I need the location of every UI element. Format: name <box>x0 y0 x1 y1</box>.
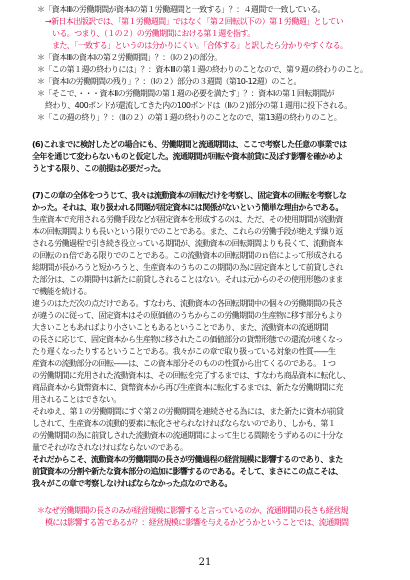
text-line: 終わり、400ポンドが還流してきた内の100ポンドは（Ⅱの２)部分の第１週用に投下される。 <box>45 101 352 110</box>
text-line: (6)これまでに検討したどの場合にも、労働期間と流通期間は、ここで考察した任意の事業では <box>32 140 347 149</box>
text-line: 本の回転期間よりも長いという限りでのことである。また、これらの労働手段が絶えず繰り返 <box>32 227 343 236</box>
text-line: が違うのに従って、固定資本はその原価値のうちからこの労働期間の生産物に移す部分もより <box>32 311 343 320</box>
text-line: それゆえ、第１の労働期間にすぐ第２の労働期間を連続させる為には、また新たに資本が前貸 <box>32 407 344 416</box>
text-line: →新日本出版訳では、「第１労働週間」ではなく「第２回転以下の）第１労働週」としてい <box>45 17 344 26</box>
text-line: たり遅くなったりするということである。我々がこの章で取り扱っている対象の性質——生 <box>32 347 336 356</box>
text-line: (7)この章の全体をつうじて、我々は流動資本の回転だけを考察し、固定資本の回転を考察しな <box>32 191 347 200</box>
text-line: しされて、生産資本の流動的要素に転化させられなければならないのであり、しかも、第１ <box>32 419 336 428</box>
text-line: 違うのはただ次の点だけである。すなわち、流動資本の各回転期間中の個々の労働期間の長さ <box>32 299 343 308</box>
text-line: ＊「資本Ⅰの労働期間の残り」？：（Ⅰの２）部分の３週間（第10-12週）のこと。 <box>37 77 301 86</box>
text-line: ＊「資本Ⅲの労働期間が資本Ⅰの第１労働週間と一致する」？：４週間で一致している。 <box>37 5 325 14</box>
text-line: 大きいこともあればより小さいこともあるということであり、また、流動資本の流通期間 <box>32 323 328 332</box>
text-line: いる。つまり、（１の２）の労働期間における第１週を指す。 <box>52 29 255 38</box>
text-line: で機能を続ける。 <box>32 287 92 296</box>
text-line: また、「一致する」というのは分かりにくい。「合体する」と訳したら分かりやすくなる。 <box>52 41 348 50</box>
text-line: の長さに応じて、固定資本から生産物に移されたこの価値部分の貨幣形態での還流が速くなっ <box>32 335 343 344</box>
text-line: それだからこそ、流動資本の労働期間の長さが労働過程の経営規模に影響するのであり、また <box>32 455 343 464</box>
text-line: 前貸資本の分割や新たな資本部分の追加に影響するのである。そして、まさにこの点こそは、 <box>32 467 343 476</box>
text-line: 模には影響する筈であるが？：経営規模に影響を与えるかどうかということでは、流通期間 <box>45 518 349 527</box>
text-line: ＊なぜ労働期間の長さのみが経営規模に影響すると言っているのか、流通期間の長さも経営規 <box>37 506 348 515</box>
text-line: 生産資本で充用される労働手段などが固定資本を形成するのは、ただ、その使用期間が流動資 <box>32 215 343 224</box>
text-line: ＊「資本Ⅲの資本Ⅰの第２労働期間」？：（Ⅰの２)の部分。 <box>37 53 222 62</box>
text-line: ＊「この週の終り」？：（Ⅱの２）の第１週の終わりのことなので、第13週の終わりのこと。 <box>37 113 342 122</box>
text-line: 商品資本から貨幣資本に、貨幣資本から再び生産資本に転化するまでは、新たな労働期間に充 <box>32 383 343 392</box>
text-line: ＊「そこで、・・・資本Ⅱの労働期間の第１週の必要を満たす」？：資本Ⅰの第１回転期間が <box>37 89 334 98</box>
text-line: 我々がこの章で考察しなければならなかった点なのである。 <box>32 479 232 488</box>
text-line: うとする限り、この前提は必要だった。 <box>32 164 166 173</box>
text-line: ＊「この第１週の終わりには」？：資本Ⅲの第１週の終わりのことなので、第９週の終わりのこと。 <box>37 65 368 74</box>
text-line: かった。それは、取り扱われる問題が固定資本には関係がないという簡単な理由からである。 <box>32 203 343 212</box>
text-line: 量でそれがなされなければならないのである。 <box>32 443 188 452</box>
text-line: の労働期間の為に前貸しされた流動資本の流通期間によって生じる間隙をうずめるのに十分な <box>32 431 343 440</box>
text-line: た部分は、この期間中は新たに前貸しされることはない。それは元からのその使用形態のまま <box>32 275 343 284</box>
text-line: 総期間が長かろうと短かろうと、生産資本のうちのこの期間の為に固定資本として前貸しされ <box>32 263 343 272</box>
text-line: 用されることはできない。 <box>32 395 121 404</box>
text-line: の回転のｎ倍である限りでのことである。この流動資本の回転期間のｎ倍によって形成される <box>32 251 343 260</box>
text-line: 全年を通じて変わらないものと仮定した。流通期間が回転や資本前貸に及ぼす影響を確かめよ <box>32 152 343 161</box>
text-line: 産資本の流動部分の回転——は、この資本部分そのものの性質から出てくるのである。１つ <box>32 359 336 368</box>
page-number: 21 <box>198 557 212 568</box>
text-line: の労働期間に充用された流動資本は、その回転を完了するまでは、すなわち商品資本に転化し、 <box>32 371 351 380</box>
text-line: される労働過程で引き続き役立っている期間が、流動資本の回転期間よりも長くて、流動資本 <box>32 239 343 248</box>
